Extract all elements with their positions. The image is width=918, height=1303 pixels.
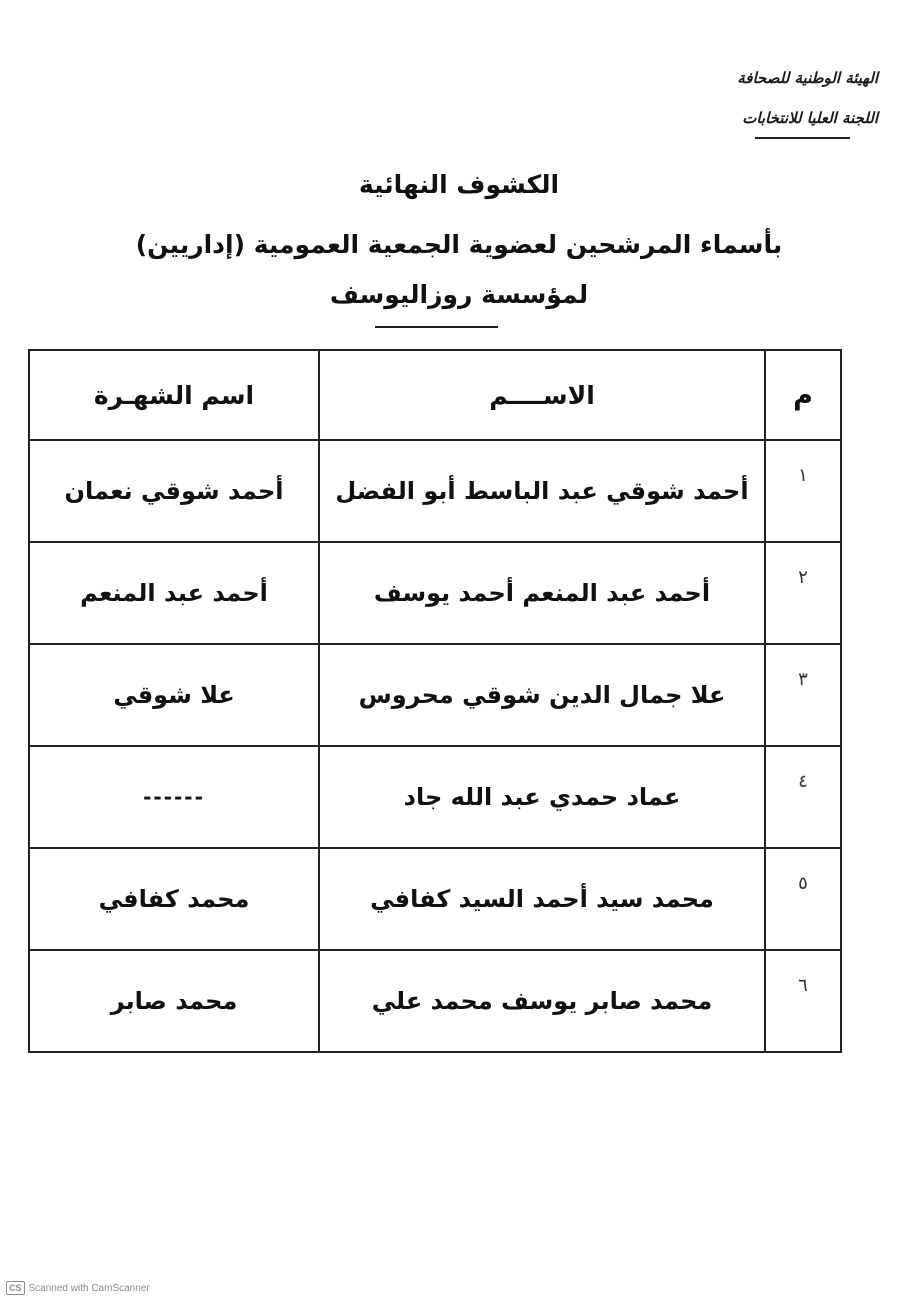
table-row — [29, 542, 841, 644]
header-known-name: اسم الشهـرة — [29, 350, 319, 440]
row-number: ٤ — [765, 746, 841, 848]
candidate-known-name: أحمد شوقي نعمان — [29, 440, 319, 542]
row-number: ١ — [765, 440, 841, 542]
committee-name: اللجنة العليا للانتخابات — [742, 109, 878, 127]
row-number: ٣ — [765, 644, 841, 746]
row-number: ٦ — [765, 950, 841, 1052]
org-name: الهيئة الوطنية للصحافة — [737, 69, 878, 87]
table-row — [29, 746, 841, 848]
candidate-known-name: محمد كفافي — [29, 848, 319, 950]
document-subtitle: بأسماء المرشحين لعضوية الجمعية العمومية (إداريين) — [135, 230, 783, 259]
candidate-name: عماد حمدي عبد الله جاد — [319, 746, 765, 848]
candidate-name: أحمد عبد المنعم أحمد يوسف — [319, 542, 765, 644]
institution-name: لمؤسسة روزاليوسف — [329, 280, 589, 309]
candidate-name: محمد صابر يوسف محمد علي — [319, 950, 765, 1052]
scanner-label: Scanned with CamScanner — [28, 1283, 150, 1294]
row-number: ٥ — [765, 848, 841, 950]
table-row — [29, 440, 841, 542]
row-number: ٢ — [765, 542, 841, 644]
header-serial: م — [765, 350, 841, 440]
title-underline — [375, 326, 498, 328]
header-underline — [755, 137, 850, 139]
table-header-row — [29, 350, 841, 440]
candidate-name: أحمد شوقي عبد الباسط أبو الفضل — [319, 440, 765, 542]
document-title: الكشوف النهائية — [358, 170, 560, 199]
header-name: الاســــم — [319, 350, 765, 440]
organization-header — [618, 58, 878, 138]
candidate-known-name: ------ — [29, 746, 319, 848]
candidate-name: علا جمال الدين شوقي محروس — [319, 644, 765, 746]
table-row — [29, 950, 841, 1052]
candidate-name: محمد سيد أحمد السيد كفافي — [319, 848, 765, 950]
camscanner-logo-icon: CS — [6, 1281, 25, 1295]
table-row — [29, 848, 841, 950]
candidate-known-name: علا شوقي — [29, 644, 319, 746]
table-row — [29, 644, 841, 746]
scanner-watermark — [6, 1281, 150, 1295]
candidate-known-name: أحمد عبد المنعم — [29, 542, 319, 644]
candidates-table — [28, 349, 842, 1053]
candidate-known-name: محمد صابر — [29, 950, 319, 1052]
